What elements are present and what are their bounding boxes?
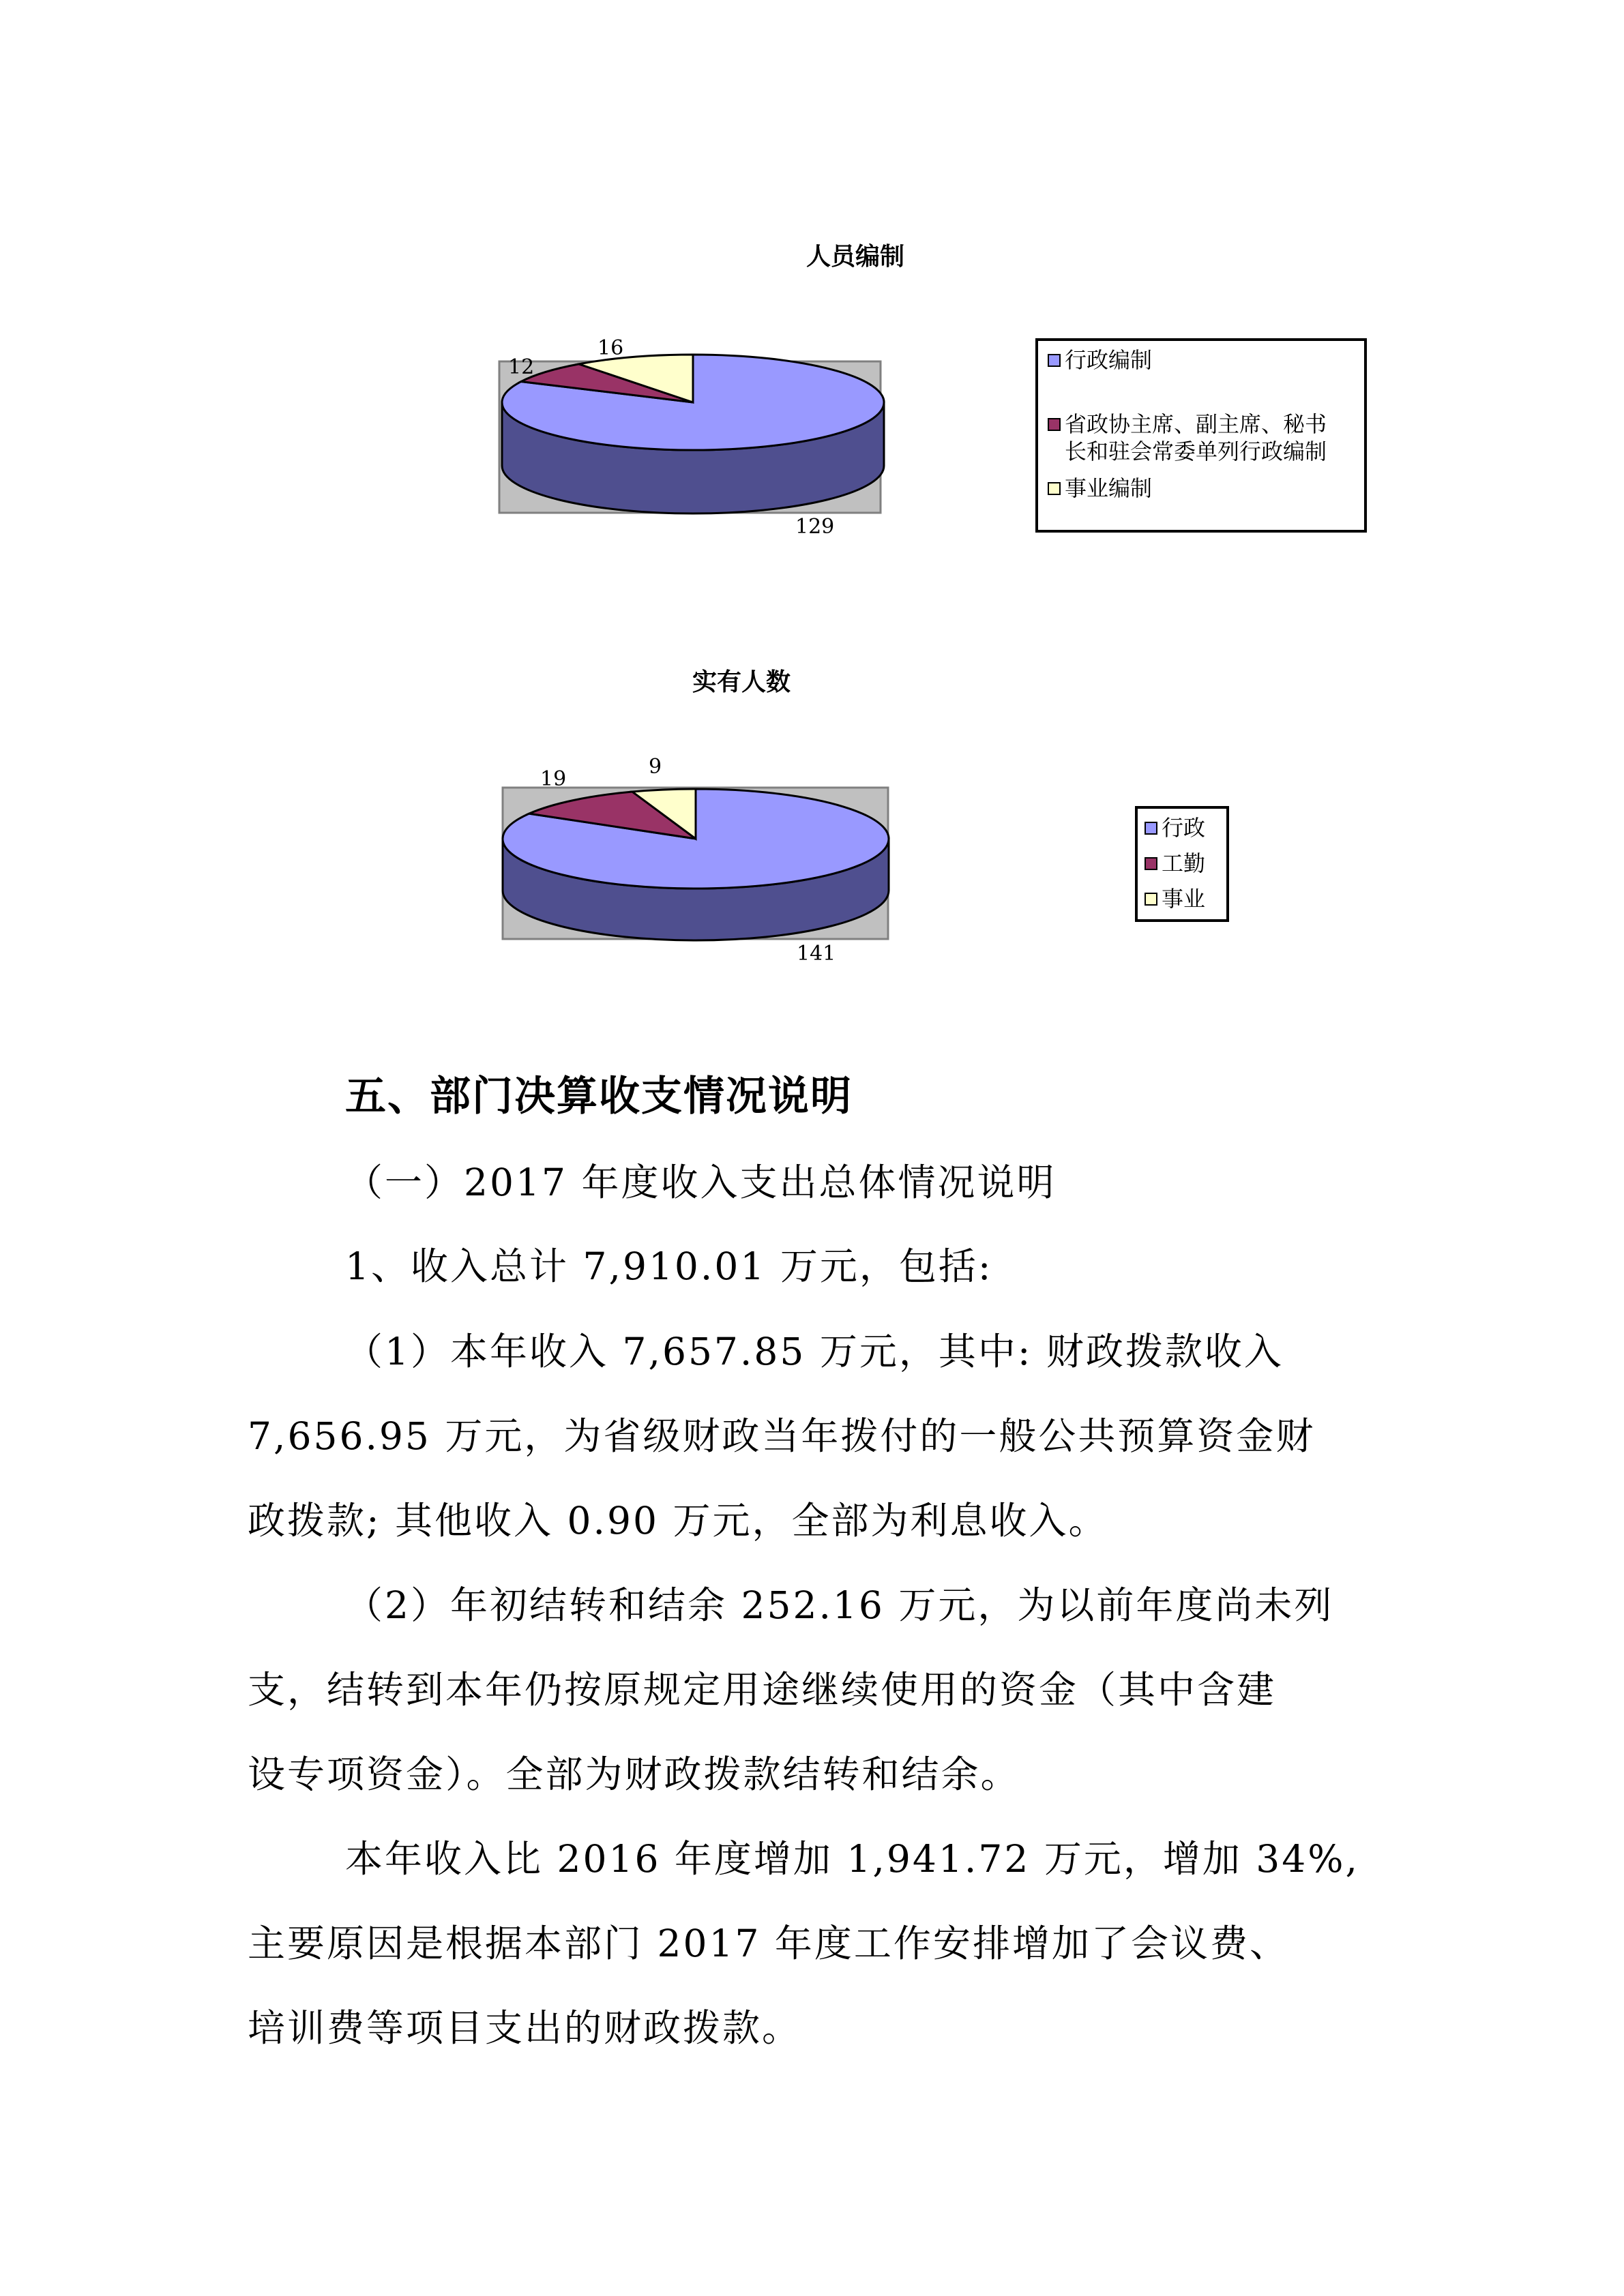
paragraph-3-line-2: 支，结转到本年仍按原规定用途继续使用的资金（其中含建 — [248, 1668, 1277, 1712]
legend-label: 工勤 — [1162, 850, 1206, 876]
paragraph-3-line-1: （2）年初结转和结余 252.16 万元，为以前年度尚未列 — [345, 1583, 1334, 1627]
chart1-title: 人员编制 — [806, 243, 905, 271]
chart2-title: 实有人数 — [692, 668, 791, 696]
chart2-legend-item-2 — [1145, 850, 1205, 877]
legend-label: 行政编制 — [1065, 347, 1153, 373]
legend-label: 事业 — [1162, 886, 1206, 912]
chart2-label-19: 19 — [540, 767, 567, 791]
paragraph-3-line-3: 设专项资金）。全部为财政拨款结转和结余。 — [248, 1753, 1020, 1796]
chart2-label-9: 9 — [649, 755, 662, 779]
paragraph-4-line-3: 培训费等项目支出的财政拨款。 — [248, 2006, 802, 2050]
chart2-legend — [1135, 806, 1229, 922]
chart1-label-12: 12 — [508, 355, 535, 379]
paragraph-2-line-3: 政拨款; 其他收入 0.90 万元，全部为利息收入。 — [248, 1499, 1108, 1542]
chart1-label-129: 129 — [795, 515, 835, 539]
paragraph-2-line-2: 7,656.95 万元，为省级财政当年拨付的一般公共预算资金财 — [248, 1414, 1316, 1458]
legend-swatch-cream — [1145, 893, 1157, 906]
legend-label-multiline: 省政协主席、副主席、秘书 长和驻会常委单列行政编制 — [1065, 411, 1327, 464]
chart2-label-141: 141 — [797, 942, 836, 966]
paragraph-1: 1、收入总计 7,910.01 万元，包括: — [345, 1244, 993, 1288]
legend-label: 行政 — [1162, 815, 1206, 841]
section-heading: 五、部门决算收支情况说明 — [345, 1073, 853, 1120]
chart2-pie — [503, 789, 889, 940]
legend-swatch-blue — [1145, 822, 1157, 835]
subheading: （一）2017 年度收入支出总体情况说明 — [345, 1161, 1057, 1204]
legend-swatch-maroon — [1145, 857, 1157, 870]
paragraph-4-line-2: 主要原因是根据本部门 2017 年度工作安排增加了会议费、 — [248, 1922, 1289, 1965]
chart2-legend-item-1 — [1145, 814, 1205, 841]
legend-label: 事业编制 — [1065, 475, 1153, 501]
paragraph-2-line-1: （1）本年收入 7,657.85 万元，其中: 财政拨款收入 — [345, 1330, 1284, 1373]
chart1-label-16: 16 — [597, 336, 624, 360]
chart2-legend-item-3 — [1145, 885, 1205, 912]
paragraph-4-line-1: 本年收入比 2016 年度增加 1,941.72 万元，增加 34%, — [345, 1837, 1360, 1881]
